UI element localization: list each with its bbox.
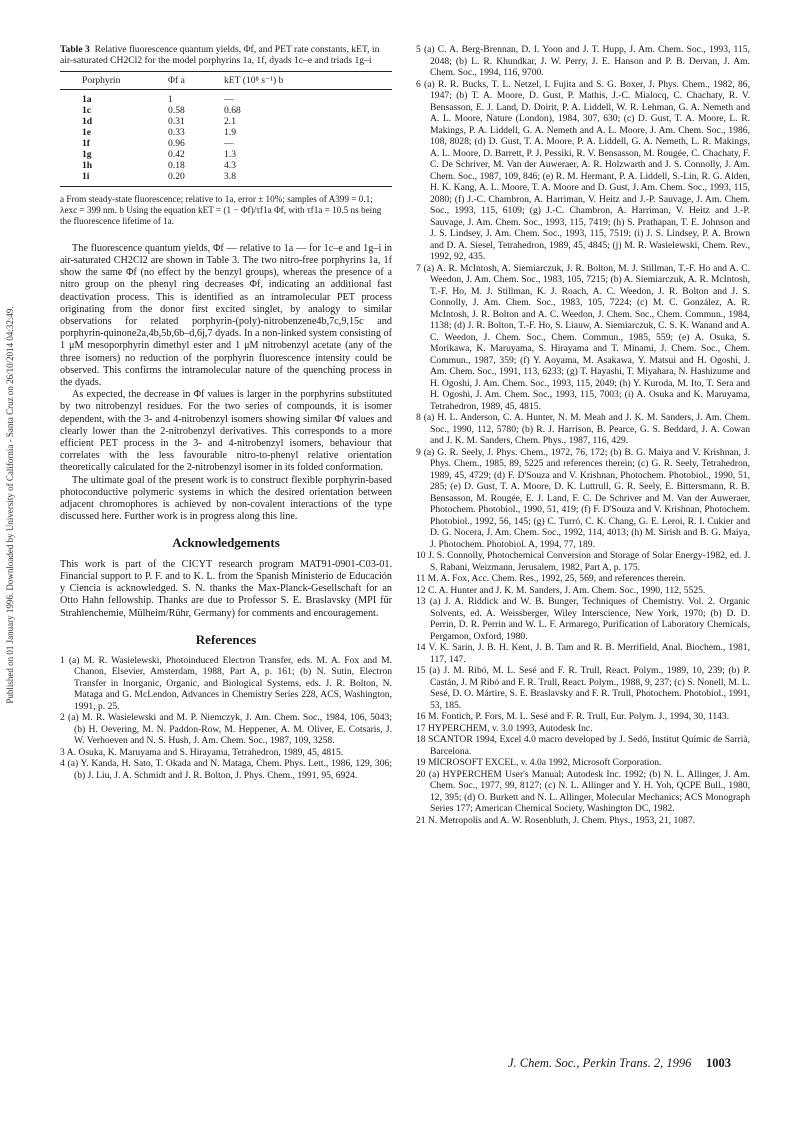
- table-caption-text: Relative fluorescence quantum yields, Φf, and PET rate constants, kET, in air-saturated CH2Cl2 for the model porphyrins 1a, 1f, dyads 1c–e and triads 1g–i: [60, 44, 380, 67]
- reference-item: 21 N. Metropolis and A. W. Rosenbluth, J. Chem. Phys., 1953, 21, 1087.: [416, 814, 696, 826]
- cell-porphyrin: 1h: [82, 159, 93, 171]
- cell-phi: 0.18: [168, 159, 185, 171]
- cell-ket: 2.1: [224, 115, 236, 127]
- table-footnote: a From steady-state fluorescence; relative to 1a, error ± 10%; samples of A399 = 0.1; λexc = 399 nm. b Using the equation kET = (1 − Φf)/τf1a Φf, with τf1a = 10.5 ns being the fluorescence lifetime of 1a.: [60, 193, 382, 226]
- cell-ket: 4.3: [224, 159, 236, 171]
- left-column: [60, 44, 392, 781]
- body-paragraph: The fluorescence quantum yields, Φf — relative to 1a — for 1c–e and 1g–i in air-saturated CH2Cl2 are shown in Table 3. The two nitro-free porphyrins 1a, 1f show the same Φf (no effect by the benzyl groups), whereas the presence of a nitro group on the phenyl ring decreases Φf, indicating an additional fast deactivation process. This is identified as an intramolecular PET process originating from the donor first excited singlet, by analogy to similar observations for related porphyrin-(poly)-nitrobenzene4b,7c,9,15c and porphyrin-quinone2a,4b,5b,6b–d,6j,7 dyads. In a non-linked system consisting of 1 μM mesoporphyrin dimethyl ester and 1 μM nitrobenzyl acetate (any of the three isomers) no reduction of the porphyrin fluorescence intensity could be observed. This confirms the intramolecular nature of the quenching process in the dyads.: [60, 242, 392, 389]
- reference-item: 12 C. A. Hunter and J. K. M. Sanders, J. Am. Chem. Soc., 1990, 112, 5525.: [416, 584, 706, 596]
- body-paragraph: As expected, the decrease in Φf values is larger in the porphyrins substituted by two nitrobenzyl residues. For the two series of compounds, it is isomer dependent, with the 3- and 4-nitrobenzyl isomers showing similar Φf values and clearly lower than the 2-nitrobenzyl derivatives. This corresponds to a more efficient PET process in the 3- and 4-nitrobenzyl isomers, behaviour that correlates with the less favourable nitro-to-phenyl relative orientation theoretically calculated for the 2-nitrobenzyl isomer in its folded conformation.: [60, 389, 392, 474]
- cell-ket: 1.3: [224, 148, 236, 160]
- col-header-ket: kET (10⁸ s⁻¹) b: [224, 71, 392, 89]
- reference-item: 13 (a) J. A. Riddick and W. B. Bunger, Techniques of Chemistry. Vol. 2. Organic Solvents, ed. A. Weissberger, Wiley Interscience, New York, 1970; (b) D. D. Perrin, D. R. Perrin and W. L. F. Armarego, Purification of Laboratory Chemicals, Pergamon, Oxford, 1980.: [416, 596, 750, 642]
- table-body: [60, 89, 392, 186]
- reference-item: 20 (a) HYPERCHEM User's Manual; Autodesk Inc. 1992; (b) N. L. Allinger, J. Am. Chem. Soc., 1977, 99, 8127; (c) N. L. Allinger and Y. H. Yoh, QCPE Bull., 1980, 12, 395; (d) O. Burkett and N. L. Allinger, Molecular Mechanics; ACS Monograph Series 177; American Chemical Society, Washington DC, 1982.: [416, 768, 750, 814]
- table-row: [60, 116, 392, 127]
- cell-porphyrin: 1e: [82, 126, 92, 138]
- download-watermark: [0, 0, 22, 1129]
- page-number: 1003: [706, 1056, 731, 1070]
- cell-phi: 0.96: [168, 137, 185, 149]
- cell-porphyrin: 1c: [82, 104, 92, 116]
- cell-phi: 0.58: [168, 104, 185, 116]
- table-row: [60, 89, 392, 105]
- references-list-right: [416, 44, 750, 826]
- reference-item: 7 (a) A. R. McIntosh, A. Siemiarczuk, J. R. Bolton, M. J. Stillman, T.-F. Ho and A. C. Weedon, J. Am. Chem. Soc., 1983, 105, 7215; (b) A. Siemiarczuk, A. R. McIntosh, T.-F. Ho, M. J. Stillman, K. J. Roach, A. C. Weedon, J. R. Bolton and J. S. Connolly, J. Am. Chem. Soc., 1983, 105, 7224; (c) M. C. González, A. R. McIntosh, J. R. Bolton and A. C. Weedon, J. Chem. Soc., Chem. Commun., 1984, 1138; (d) J. R. Bolton, T.-F. Ho, S. Liauw, A. Siemiarczuk, C. S. K. Wanand and A. C. Weedon, J. Chem. Soc., Chem. Commun., 1985, 559; (e) A. Osuka, S. Morikawa, K. Maruyama, S. Hirayama and T. Minami, J. Chem. Soc., Chem. Commun., 1987, 359; (f) Y. Aoyama, M. Asakawa, Y. Matsui and H. Ogoshi, J. Am. Chem. Soc., 1991, 113, 6233; (g) T. Hayashi, T. Miyahara, N. Hashizume and H. Ogoshi, J. Am. Chem. Soc., 1993, 115, 2049; (h) Y. Kuroda, M. Ito, T. Sera and H. Ogoshi, J. Am. Chem. Soc., 1993, 115, 7003; (i) A. Osuka and K. Maruyama, Tetrahedron, 1989, 45, 4815.: [416, 262, 750, 412]
- cell-ket: —: [224, 137, 234, 149]
- table-row: [60, 160, 392, 171]
- reference-item: 4 (a) Y. Kanda, H. Sato, T. Okada and N. Mataga, Chem. Phys. Lett., 1986, 129, 306; (b) J. Liu, J. A. Schmidt and J. R. Bolton, J. Phys. Chem., 1991, 95, 6924.: [60, 758, 392, 781]
- reference-item: 3 A. Osuka, K. Maruyama and S. Hirayama, Tetrahedron, 1989, 45, 4815.: [60, 746, 344, 758]
- journal-footer: J. Chem. Soc., Perkin Trans. 2, 1996: [508, 1056, 692, 1070]
- reference-item: 19 MICROSOFT EXCEL, v. 4.0a 1992, Microsoft Corporation.: [416, 757, 662, 768]
- reference-item: 2 (a) M. R. Wasielewski and M. P. Niemczyk, J. Am. Chem. Soc., 1984, 106, 5043; (b) H. Oevering, M. N. Paddon-Row, M. Heppener, A. M. Oliver, E. Cotsaris, J. W. Verhoeven and N. S. Hush, J. Am. Chem. Soc., 1987, 109, 3258.: [60, 712, 392, 747]
- cell-phi: 0.31: [168, 115, 185, 127]
- cell-ket: —: [224, 93, 234, 105]
- col-header-porphyrin: Porphyrin: [60, 71, 168, 89]
- cell-ket: 0.68: [224, 104, 241, 116]
- table-header-row: [60, 71, 392, 89]
- reference-item: 14 V. K. Sarin, J. B. H. Kent, J. B. Tam and R. B. Merrifield, Anal. Biochem., 1981, 117, 147.: [416, 642, 750, 665]
- table-row: [60, 171, 392, 187]
- cell-ket: 1.9: [224, 126, 236, 138]
- cell-porphyrin: 1f: [82, 137, 90, 149]
- cell-porphyrin: 1a: [82, 93, 92, 105]
- cell-phi: 0.42: [168, 148, 185, 160]
- table-caption: [60, 44, 392, 67]
- cell-ket: 3.8: [224, 171, 392, 187]
- cell-porphyrin: 1g: [82, 148, 92, 160]
- cell-porphyrin: 1i: [60, 171, 168, 187]
- reference-item: 1 (a) M. R. Wasielewski, Photoinduced Electron Transfer, eds. M. A. Fox and M. Chanon, Elsevier, Amsterdam, 1988, Part A, p. 161; (b) N. Sutin, Electron Transfer in Inorganic, Organic, and Biological Systems, eds. J. R. Bolton, N. Mataga and G. McLendon, Advances in Chemistry Series 228, ACS, Washington, 1991, p. 25.: [60, 654, 392, 712]
- table-label: Table 3: [60, 44, 90, 55]
- reference-item: 9 (a) G. R. Seely, J. Phys. Chem., 1972, 76, 172; (b) B. G. Maiya and V. Krishnan, J. Phys. Chem., 1985, 89, 5225 and references therein; (c) G. R. Seely, Tetrahedron, 1989, 45, 4729; (d) F. D'Souza and V. Krishnan, Photochem. Photobiol., 1990, 51, 285; (e) D. Gust, T. A. Moore, D. K. Luttrull, G. R. Seely, E. Bittersmann, R. B. Bensasson, M. Rougée, E. J. Land, F. C. De Schriver and M. Van der Auweraer, Photochem. Photobiol., 1990, 51, 419; (f) F. D'Souza and V. Krishnan, Photochem. Photobiol., 1992, 56, 145; (g) C. Turró, C. K. Chang, G. E. Leroi, R. I. Cukier and D. G. Nocera, J. Am. Chem. Soc., 1992, 114, 4013; (h) M. Sirish and B. G. Maiya, J. Photochem. Photobiol. A, 1994, 77, 189.: [416, 446, 750, 550]
- cell-phi: 0.20: [168, 171, 224, 187]
- body-paragraph: The ultimate goal of the present work is to construct flexible porphyrin-based photoconductive polymeric systems in which the desired orientation between adjacent chromophores is achieved by non-covalent interactions of the type discussed here. Further work is in progress along this line.: [60, 474, 392, 523]
- reference-item: 18 SCANTOR 1994, Excel 4.0 macro developed by J. Sedó, Institut Químic de Sarrià, Barcelona.: [416, 734, 750, 757]
- table-row: [60, 149, 392, 160]
- watermark-text: Published on 01 January 1996. Downloaded by University of California - Santa Cruz on 26/10/2014 04:32:49.: [5, 306, 15, 704]
- table-row: [60, 105, 392, 116]
- acknowledgements-heading: Acknowledgements: [172, 535, 280, 551]
- cell-porphyrin: 1d: [82, 115, 93, 127]
- acknowledgements-text: This work is part of the CICYT research program MAT91-0901-C03-01. Financial support to P. F. and to K. L. from the Spanish Ministerio de Educación y Ciencia is acknowledged. S. N. thanks the Max-Planck-Gesellschaft for an Otto Hahn fellowship. Thanks are due to Professor S. E. Braslavsky (MPI für Strahlenchemie, Mülheim/Rühr, Germany) for comments and encouragement.: [60, 558, 392, 619]
- references-list-left: [60, 655, 392, 782]
- table-row: [60, 127, 392, 138]
- cell-phi: 1: [168, 93, 173, 105]
- reference-item: 10 J. S. Connolly, Photochemical Conversion and Storage of Solar Energy-1982, ed. J. S. Rabani, Weizmann, Jerusalem, 1982, Part A, p. 175.: [416, 550, 750, 573]
- references-heading: References: [195, 631, 257, 647]
- reference-item: 17 HYPERCHEM, v. 3.0 1993, Autodesk Inc.: [416, 722, 593, 734]
- col-header-phi: Φf a: [168, 71, 224, 89]
- reference-item: 16 M. Fontich, P. Fors, M. L. Sesé and F. R. Trull, Eur. Polym. J., 1994, 30, 1143.: [416, 711, 730, 722]
- cell-phi: 0.33: [168, 126, 185, 138]
- reference-item: 5 (a) C. A. Berg-Brennan, D. I. Yoon and J. T. Hupp, J. Am. Chem. Soc., 1993, 115, 2048; (b) L. R. Khundkar, J. W. Perry, J. E. Hanson and P. B. Dervan, J. Am. Chem. Soc., 1994, 116, 9700.: [416, 44, 750, 78]
- quantum-yield-table: [60, 71, 392, 187]
- reference-item: 6 (a) R. R. Bucks, T. L. Netzel, I. Fujita and S. G. Boxer, J. Phys. Chem., 1982, 86, 1947; (b) T. A. Moore, D. Gust, P. Mathis, J.-C. Mialocq, C. Chachaty, R. V. Bensasson, E. J. Land, D. Doirit, P. A. Liddell, W. R. Lehman, G. A. Nemeth and A. L. Moore, Nature (London), 1984, 307, 630; (c) D. Gust, T. A. Moore, L. R. Makings, P. A. Liddell, G. A. Nemeth and A. L. Moore, J. Am. Chem. Soc., 1986, 108, 8028; (d) D. Gust, T. A. Moore, P. A. Liddell, G. A. Nemeth, L. R. Makings, A. L. Moore, D. Barrett, P. J. Pessiki, R. V. Bensasson, M. Rougée, C. Chachaty, F. C. De Schriver, M. Van der Auweraer, A. R. Holzwarth and J. S. Connolly, J. Am. Chem. Soc., 1987, 109, 846; (e) R. M. Hermant, P. A. Liddell, S.-Lin, R. G. Alden, H. K. Kang, A. L. Moore, T. A. Moore and D. Gust, J. Am. Chem. Soc., 1993, 115, 2080; (f) J.-C. Chambron, A. Harriman, V. Heitz and J.-P. Sauvage, J. Am. Chem. Soc., 1993, 115, 6109; (g) J.-C. Chambron, A. Harriman, V. Heitz and J.-P. Sauvage, J. Am. Chem. Soc., 1993, 115, 7419; (h) S. Prathapan, T. E. Johnson and J. S. Lindsey, J. Am. Chem. Soc., 1993, 115, 7519; (i) J. S. Lindsey, P. A. Brown and D. A. Siesel, Tetrahedron, 1989, 45, 4845; (j) M. R. Wasielewski, Chem. Rev., 1992, 92, 435.: [416, 78, 750, 262]
- right-column: [416, 44, 750, 826]
- table-row: [60, 138, 392, 149]
- reference-item: 11 M. A. Fox, Acc. Chem. Res., 1992, 25, 569, and references therein.: [416, 573, 686, 584]
- reference-item: 15 (a) J. M. Ribó, M. L. Sesé and F. R. Trull, React. Polym., 1989, 10, 239; (b) P. Castán, J. M Ribó and F. R. Trull, React. Polym., 1988, 9, 237; (c) S. Nonell, M. L. Sesé, D. O. Mártire, S. E. Braslavsky and F. R. Trull, Photochem. Photobiol., 1991, 53, 185.: [416, 665, 750, 711]
- reference-item: 8 (a) H. L. Anderson, C. A. Hunter, N. M. Meah and J. K. M. Sanders, J. Am. Chem. Soc., 1990, 112, 5780; (b) R. J. Harrison, B. Pearce, G. S. Beddard, J. A. Cowan and J. K. M. Sanders, Chem. Phys., 1987, 116, 429.: [416, 412, 750, 446]
